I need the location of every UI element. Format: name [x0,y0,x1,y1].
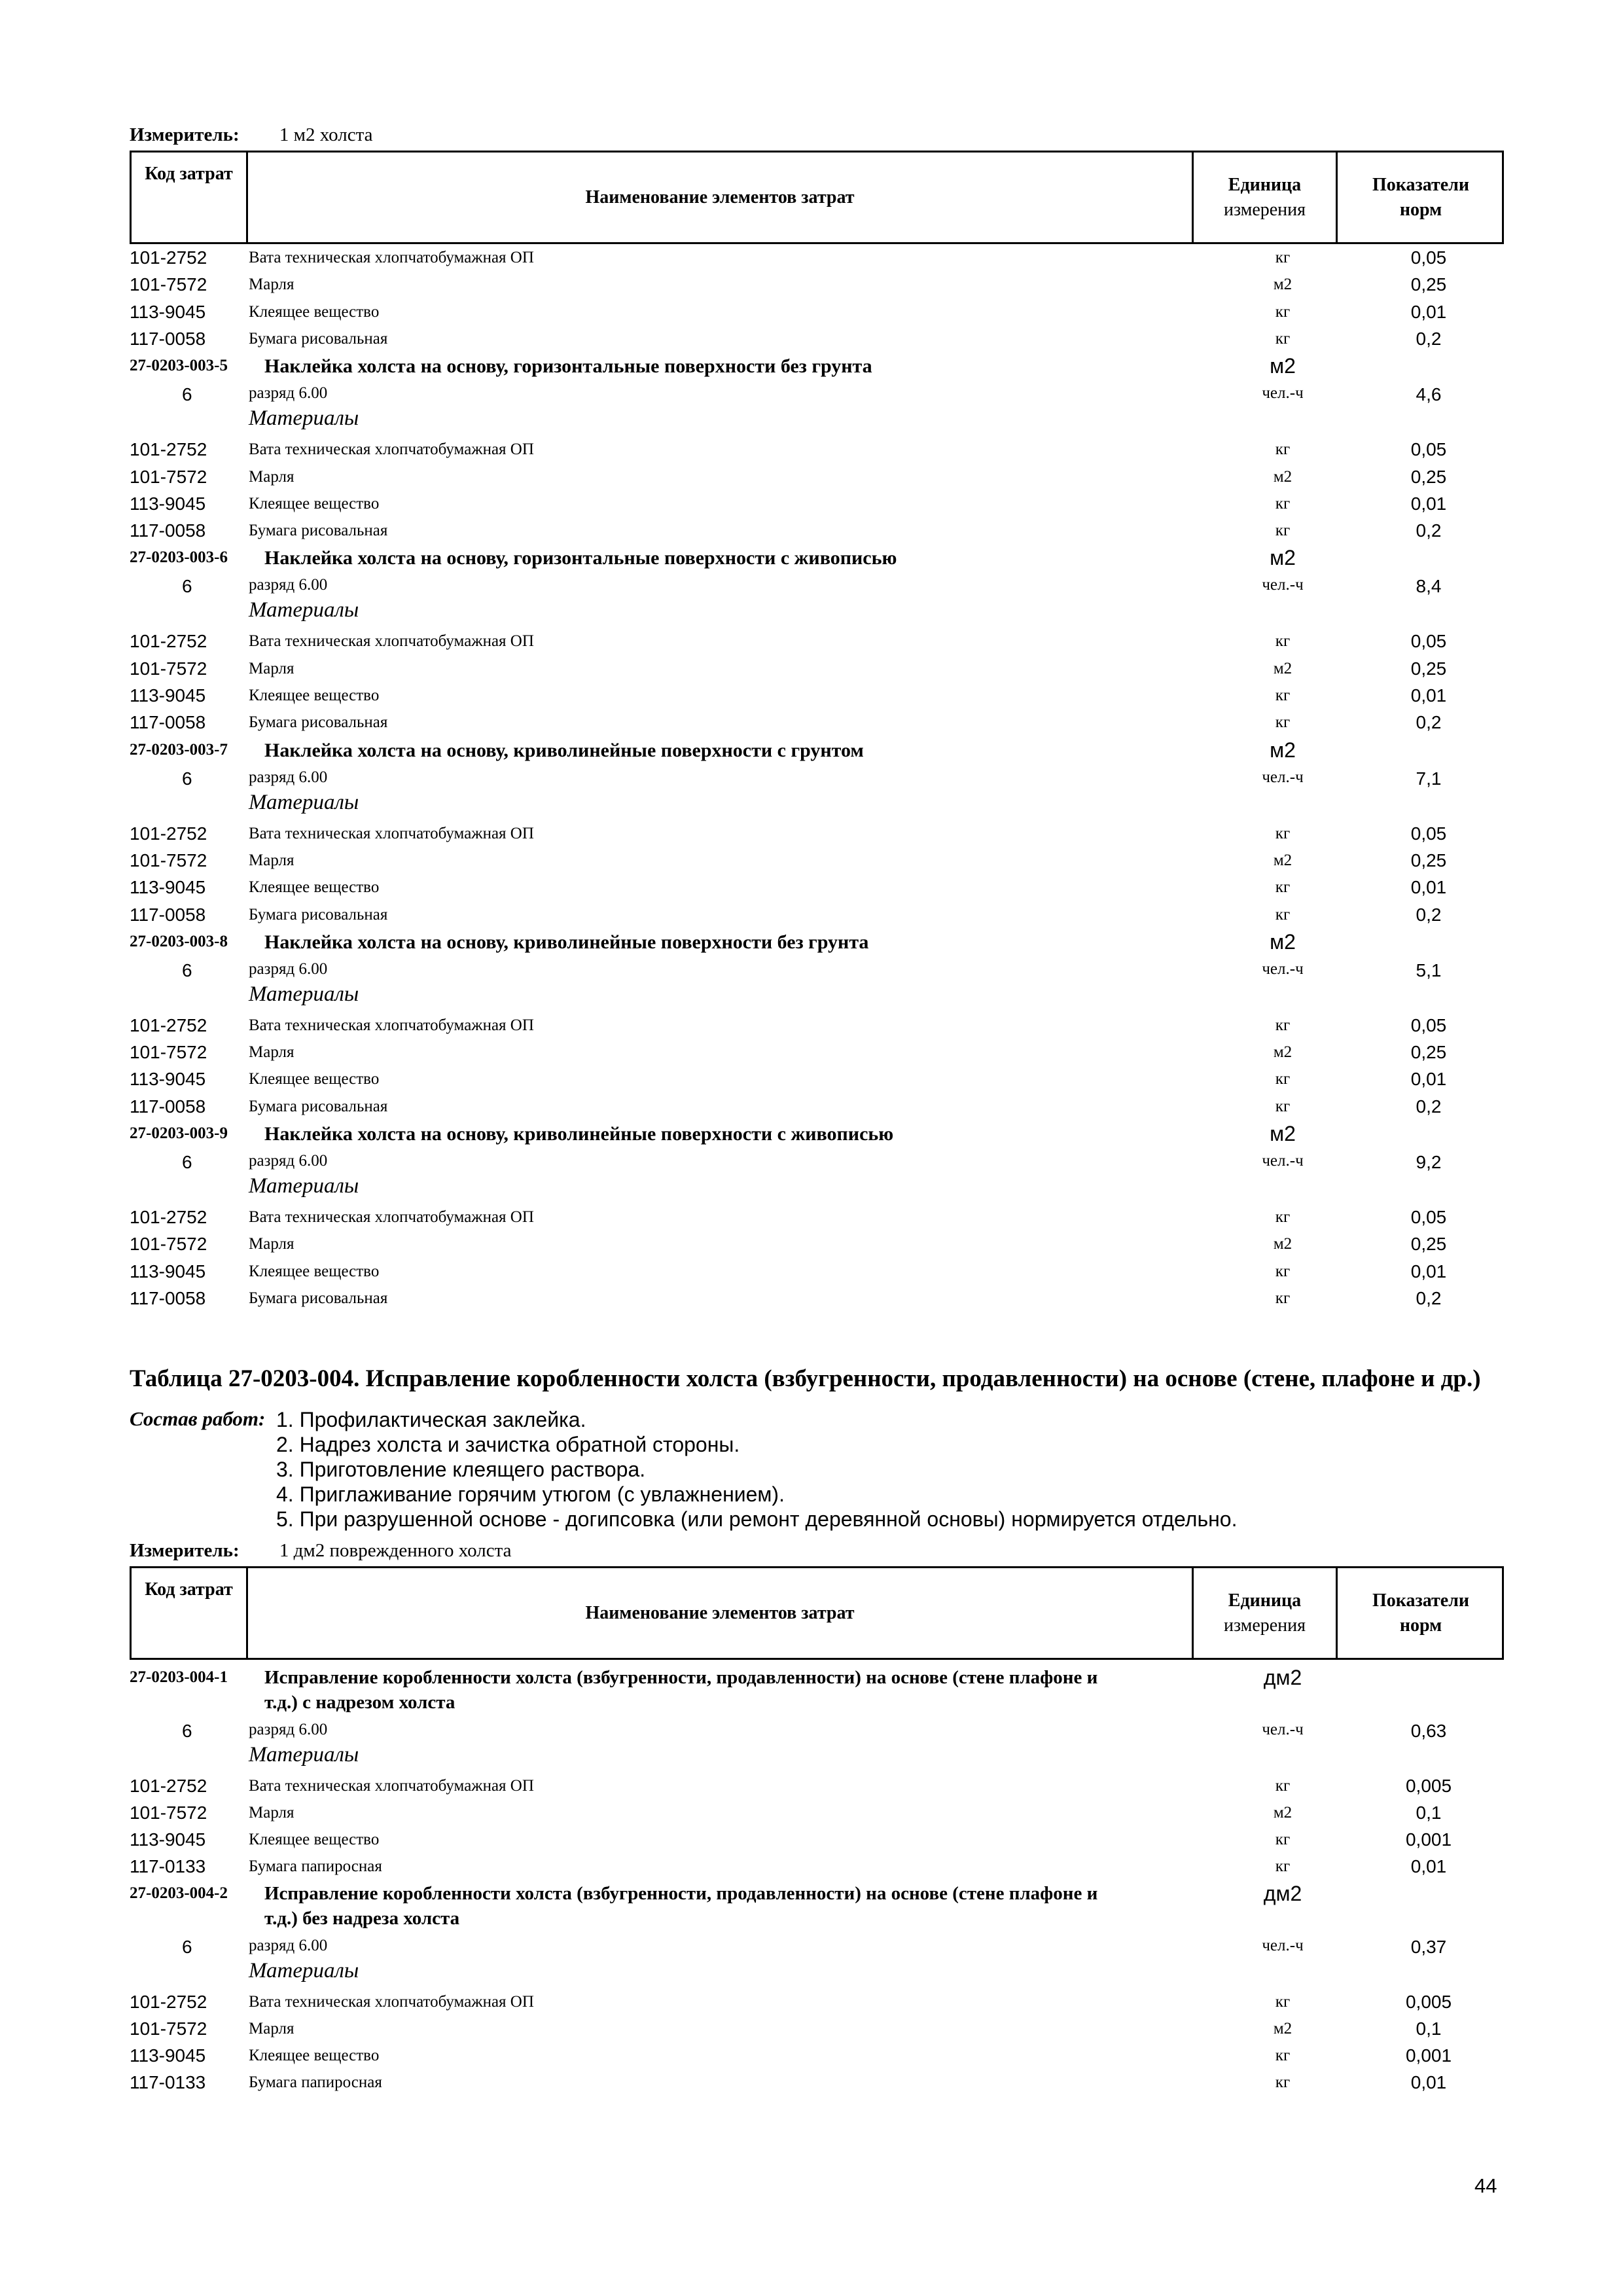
block-title-row [0,355,1623,382]
unit-text: м2 [1273,1804,1293,1821]
element-name: Бумага рисовальная [249,522,388,540]
grade-name: разряд 6.00 [249,1721,328,1738]
work-step: 2. Надрез холста и зачистка обратной стороны. [276,1433,740,1456]
norm-value-text: 0,05 [1410,439,1447,460]
norm-value-text: 0,005 [1405,1776,1452,1796]
element-name: Клеящее вещество [249,494,380,512]
cost-code: 117-0133 [130,1856,206,1876]
norm-value-text: 0,25 [1410,850,1447,870]
table-row [0,439,1623,465]
table-row [0,2045,1623,2072]
unit-text: кг [1275,440,1291,459]
cost-code: 101-7572 [130,466,207,487]
norm-unit-text: м2 [1270,354,1296,378]
grade-number: 6 [182,960,192,980]
norm-value-text: 0,2 [1416,520,1442,541]
element-name: Вата техническая хлопчатобумажная ОП [249,1208,534,1226]
unit-text: кг [1275,824,1291,842]
unit-text: кг [1275,1289,1291,1307]
unit-text: кг [1275,687,1291,704]
materials-heading: Материалы [249,1959,359,1982]
unit-text: кг [1275,1831,1291,1848]
grade-name: разряд 6.00 [249,384,328,403]
cost-code: 101-7572 [130,850,207,870]
table-row [0,1261,1623,1287]
grade-row [0,1152,1623,1178]
table-row [0,712,1623,738]
cost-code: 101-7572 [130,274,207,295]
cost-code: 117-0058 [130,1287,206,1308]
header-name: Наименование элементов затрат [248,152,1194,242]
cost-code: 113-9045 [130,877,206,898]
grade-value-text: 5,1 [1416,960,1442,980]
grade-name: разряд 6.00 [249,1152,328,1170]
unit-text: м2 [1273,851,1293,869]
cost-code: 117-0058 [130,904,206,925]
work-step: 4. Приглаживание горячим утюгом (с увлажнением). [276,1482,785,1506]
table-row [0,274,1623,300]
work-steps [276,1407,1237,1532]
block-title-row [0,1123,1623,1149]
work-step: 5. При разрушенной основе - догипсовка (или ремонт деревянной основы) нормируется отдельно. [276,1507,1238,1531]
cost-code: 101-2752 [130,1992,207,2012]
page-number: 44 [1474,2174,1497,2197]
element-name: Клеящее вещество [249,878,380,897]
element-name: Марля [249,1043,294,1062]
measure-line-2 [130,1540,511,1562]
header-unit-line2-2: измерения [1223,1615,1306,1636]
grade-value-text: 7,1 [1416,768,1442,789]
unit-text: м2 [1273,276,1293,294]
cost-code: 101-2752 [130,247,207,268]
unit-text: кг [1275,1070,1291,1088]
unit-text: кг [1275,1097,1291,1115]
norm-unit-text: м2 [1270,1122,1296,1145]
norm-title-line2: т.д.) с надрезом холста [264,1692,455,1713]
grade-row [0,768,1623,795]
unit-text: кг [1275,329,1291,348]
materials-heading-row [0,406,1623,437]
table-row [0,1829,1623,1856]
norm-value-text: 0,05 [1410,631,1447,652]
norm-value-text: 0,25 [1410,1234,1447,1255]
cost-code: 113-9045 [130,2045,206,2066]
norm-title-line2: т.д.) без надреза холста [264,1908,460,1929]
norm-value-text: 0,01 [1410,1261,1447,1282]
norm-value-text: 0,25 [1410,658,1447,679]
norm-code: 27-0203-003-8 [130,932,228,950]
grade-value-text: 9,2 [1416,1152,1442,1172]
norm-unit-text: м2 [1270,738,1296,762]
block-title-row [0,1883,1623,1909]
header-code-2: Код затрат [132,1568,248,1658]
unit-text: кг [1275,1857,1291,1875]
norm-value-text: 0,01 [1410,1069,1447,1090]
element-name: Клеящее вещество [249,1831,380,1848]
table-row [0,631,1623,657]
element-name: Марля [249,659,294,677]
header-unit-line1: Единица [1228,174,1302,195]
grade-number: 6 [182,1152,192,1172]
measure-value-2: 1 дм2 поврежденного холста [279,1540,512,1561]
unit-text: кг [1275,249,1291,266]
cost-code: 113-9045 [130,1069,206,1090]
norm-value-text: 0,01 [1410,1856,1447,1876]
norm-title: Наклейка холста на основу, криволинейные поверхности без грунта [264,931,869,953]
header-code: Код затрат [132,152,248,242]
table-row [0,877,1623,903]
header-unit-line2: измерения [1223,199,1306,220]
cost-code: 101-2752 [130,439,207,460]
grade-number: 6 [182,384,192,405]
norm-code: 27-0203-003-5 [130,357,228,375]
unit-text: кг [1275,905,1291,924]
norm-value-text: 0,001 [1405,1829,1452,1850]
table-row [0,1096,1623,1122]
grade-value-text: 4,6 [1416,384,1442,405]
header-unit-2 [1194,1568,1338,1658]
element-name: Вата техническая хлопчатобумажная ОП [249,249,534,266]
materials-heading: Материалы [249,406,359,431]
cost-code: 113-9045 [130,493,206,514]
table-row [0,823,1623,850]
table-row [0,329,1623,355]
norm-code: 27-0203-003-6 [130,548,228,567]
norm-value-text: 0,2 [1416,712,1442,733]
element-name: Бумага рисовальная [249,905,388,924]
norm-value-text: 0,01 [1410,877,1447,898]
norm-value-text: 0,01 [1410,2072,1447,2092]
table-row [0,1776,1623,1802]
header-norm-line2: норм [1399,1615,1442,1636]
norm-value-text: 0,2 [1416,904,1442,925]
norm-title: Наклейка холста на основу, горизонтальные поверхности без грунта [264,355,872,378]
cost-code: 101-2752 [130,1207,207,1227]
table-header-1 [130,151,1504,244]
norm-unit-text: дм2 [1263,1882,1302,1905]
table-row [0,1207,1623,1233]
norm-title: Наклейка холста на основу, криволинейные поверхности с грунтом [264,739,864,761]
element-name: Клеящее вещество [249,687,380,704]
element-name: Марля [249,851,294,869]
norm-value-text: 0,1 [1416,1803,1442,1823]
grade-row [0,1937,1623,1963]
grade-name: разряд 6.00 [249,768,328,786]
norm-code: 27-0203-004-1 [130,1668,228,1686]
table-row [0,2072,1623,2098]
norm-value-text: 0,05 [1410,247,1447,268]
grade-unit-text: чел.-ч [1262,1721,1304,1738]
unit-text: кг [1275,494,1291,512]
header-norm-line2: норм [1399,199,1442,220]
header-norm-line1: Показатели [1372,174,1470,195]
grade-unit-text: чел.-ч [1262,576,1304,594]
norm-unit-text: м2 [1270,546,1296,570]
element-name: Вата техническая хлопчатобумажная ОП [249,1777,534,1795]
norm-title: Наклейка холста на основу, криволинейные поверхности с живописью [264,1123,894,1145]
norm-value-text: 0,2 [1416,328,1442,349]
element-name: Бумага папиросная [249,2073,382,2091]
element-name: Клеящее вещество [249,1262,380,1280]
unit-text: кг [1275,1777,1291,1795]
table-row [0,247,1623,274]
materials-heading-row [0,982,1623,1013]
element-name: Марля [249,2020,294,2037]
cost-code: 101-7572 [130,1042,207,1063]
cost-code: 101-2752 [130,1776,207,1796]
element-name: Бумага рисовальная [249,1289,388,1307]
header-norm-line1: Показатели [1372,1590,1470,1611]
table-row [0,1288,1623,1314]
block-title-row [0,547,1623,573]
table-row [0,905,1623,931]
measure-value: 1 м2 холста [279,124,373,145]
unit-text: кг [1275,1993,1291,2011]
element-name: Клеящее вещество [249,302,380,321]
unit-text: м2 [1273,1235,1293,1253]
unit-text: кг [1275,302,1291,321]
norm-title-line1: Исправление коробленности холста (взбугренности, продавленности) на основе (стене плафоне и [264,1667,1098,1688]
grade-number: 6 [182,1721,192,1741]
header-norm [1338,1568,1504,1658]
table-row [0,1069,1623,1095]
block-title-row-2 [0,1692,1623,1718]
norm-value-text: 0,2 [1416,1096,1442,1117]
materials-heading-row [0,790,1623,821]
materials-heading-row [0,1174,1623,1204]
grade-value-text: 0,37 [1410,1937,1447,1957]
norm-value-text: 0,2 [1416,1287,1442,1308]
table-row [0,1015,1623,1041]
norm-value-text: 0,01 [1410,493,1447,514]
cost-code: 101-7572 [130,1234,207,1255]
element-name: Клеящее вещество [249,2047,380,2064]
unit-text: кг [1275,2073,1291,2091]
element-name: Марля [249,276,294,294]
grade-value-text: 8,4 [1416,576,1442,597]
element-name: Клеящее вещество [249,1070,380,1088]
cost-code: 117-0058 [130,520,206,541]
norm-value-text: 0,25 [1410,274,1447,295]
grade-row [0,1721,1623,1747]
norm-value-text: 0,005 [1405,1992,1452,2012]
grade-unit-text: чел.-ч [1262,384,1304,403]
element-name: Вата техническая хлопчатобумажная ОП [249,824,534,842]
grade-name: разряд 6.00 [249,1937,328,1954]
table-row [0,1856,1623,1882]
cost-code: 113-9045 [130,685,206,706]
element-name: Вата техническая хлопчатобумажная ОП [249,1993,534,2011]
table-row [0,1803,1623,1829]
cost-code: 101-7572 [130,2018,207,2039]
unit-text: м2 [1273,2020,1293,2037]
grade-unit-text: чел.-ч [1262,768,1304,786]
unit-text: кг [1275,2047,1291,2064]
unit-text: кг [1275,1262,1291,1280]
composition-label: Состав работ: [130,1407,266,1430]
element-name: Марля [249,1235,294,1253]
table-row [0,467,1623,493]
element-name: Вата техническая хлопчатобумажная ОП [249,632,534,651]
grade-row [0,960,1623,986]
cost-code: 117-0058 [130,328,206,349]
norm-value-text: 0,01 [1410,685,1447,706]
element-name: Вата техническая хлопчатобумажная ОП [249,440,534,459]
norm-code: 27-0203-004-2 [130,1884,228,1902]
grade-number: 6 [182,1937,192,1957]
norm-value-text: 0,25 [1410,466,1447,487]
norm-code: 27-0203-003-7 [130,740,228,759]
materials-heading: Материалы [249,982,359,1006]
cost-code: 101-7572 [130,1803,207,1823]
table-row [0,1234,1623,1260]
element-name: Бумага рисовальная [249,713,388,732]
unit-text: м2 [1273,1043,1293,1062]
norm-title-line1: Исправление коробленности холста (взбугренности, продавленности) на основе (стене плафоне и [264,1883,1098,1904]
materials-heading: Материалы [249,790,359,814]
block-title-row [0,931,1623,958]
cost-code: 101-2752 [130,1014,207,1035]
table-row [0,1992,1623,2018]
element-name: Бумага рисовальная [249,329,388,348]
table-title-2: Таблица 27-0203-004. Исправление коробленности холста (взбугренности, продавленности) на основе (стене, плафоне и др.) [130,1365,1481,1392]
grade-number: 6 [182,768,192,789]
element-name: Вата техническая хлопчатобумажная ОП [249,1016,534,1034]
materials-heading-row [0,1743,1623,1773]
unit-text: кг [1275,1016,1291,1034]
table-row [0,2018,1623,2045]
element-name: Бумага рисовальная [249,1097,388,1115]
unit-text: кг [1275,522,1291,540]
unit-text: кг [1275,1208,1291,1226]
block-title-row [0,740,1623,766]
materials-heading: Материалы [249,1174,359,1198]
block-title-row [0,1667,1623,1693]
norm-value-text: 0,05 [1410,1207,1447,1227]
cost-code: 113-9045 [130,301,206,322]
grade-row [0,576,1623,602]
materials-heading-row [0,1959,1623,1989]
work-step: 3. Приготовление клеящего раствора. [276,1458,646,1481]
unit-text: кг [1275,878,1291,897]
norm-title: Наклейка холста на основу, горизонтальные поверхности с живописью [264,547,897,569]
norm-unit-text: дм2 [1263,1666,1302,1689]
cost-code: 113-9045 [130,1829,206,1850]
norm-value-text: 0,01 [1410,301,1447,322]
cost-code: 117-0058 [130,1096,206,1117]
grade-name: разряд 6.00 [249,576,328,594]
table-row [0,493,1623,520]
header-name-2: Наименование элементов затрат [248,1568,1194,1658]
grade-number: 6 [182,576,192,597]
table-row [0,302,1623,328]
header-unit [1194,152,1338,242]
table-row [0,520,1623,547]
cost-code: 101-7572 [130,658,207,679]
norm-value-text: 0,25 [1410,1042,1447,1063]
grade-name: разряд 6.00 [249,960,328,978]
cost-code: 117-0133 [130,2072,206,2092]
norm-code: 27-0203-003-9 [130,1124,228,1142]
norm-value-text: 0,05 [1410,1014,1447,1035]
materials-heading-row [0,598,1623,628]
materials-heading: Материалы [249,598,359,622]
table-header-2 [130,1566,1504,1660]
norm-value-text: 0,1 [1416,2018,1442,2039]
unit-text: м2 [1273,467,1293,486]
cost-code: 101-2752 [130,631,207,652]
unit-text: кг [1275,713,1291,732]
table-row [0,658,1623,685]
norm-value-text: 0,05 [1410,823,1447,844]
element-name: Бумага папиросная [249,1857,382,1875]
measure-line-1 [130,124,373,146]
element-name: Марля [249,467,294,486]
header-norm [1338,152,1504,242]
block-title-row-2 [0,1908,1623,1934]
cost-code: 117-0058 [130,712,206,733]
work-step: 1. Профилактическая заклейка. [276,1408,586,1431]
norm-value-text: 0,001 [1405,2045,1452,2066]
grade-row [0,384,1623,410]
table-row [0,1042,1623,1068]
grade-unit-text: чел.-ч [1262,960,1304,978]
grade-unit-text: чел.-ч [1262,1937,1304,1954]
element-name: Марля [249,1804,294,1821]
measure-label-2: Измеритель: [130,1540,240,1561]
norm-unit-text: м2 [1270,929,1296,954]
grade-unit-text: чел.-ч [1262,1152,1304,1170]
grade-value-text: 0,63 [1410,1721,1447,1741]
cost-code: 101-2752 [130,823,207,844]
table-row [0,685,1623,711]
unit-text: м2 [1273,659,1293,677]
unit-text: кг [1275,632,1291,651]
measure-label: Измеритель: [130,124,240,145]
materials-heading: Материалы [249,1743,359,1767]
cost-code: 113-9045 [130,1261,206,1282]
header-unit-line1-2: Единица [1228,1590,1302,1611]
table-row [0,850,1623,876]
